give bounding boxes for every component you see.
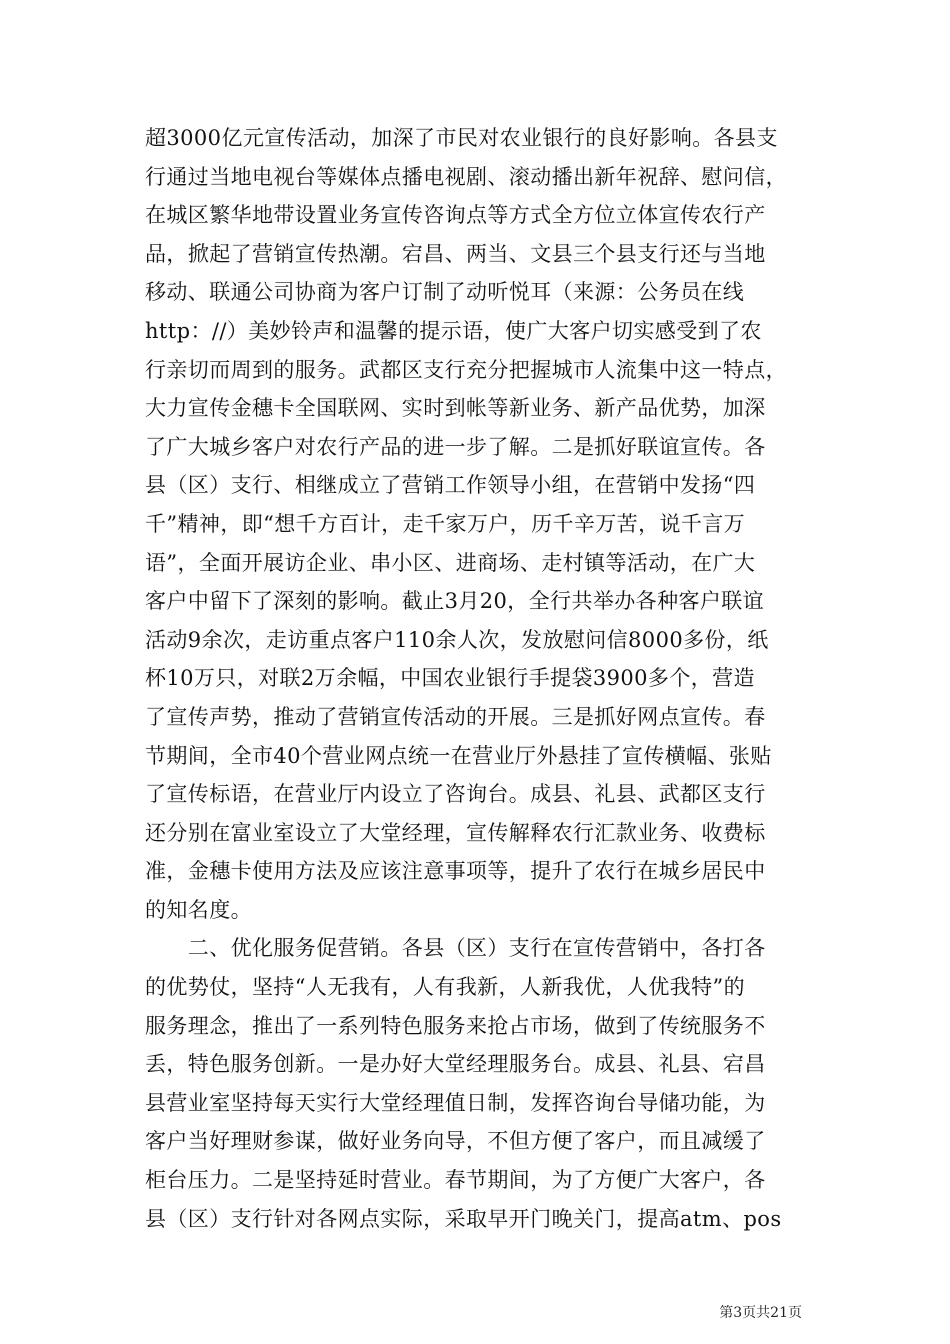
text-line: http：//）美妙铃声和温馨的提示语，使广大客户切实感受到了农: [145, 318, 762, 343]
text-line: 节期间，全市40个营业网点统一在营业厅外悬挂了宣传横幅、张贴: [145, 743, 772, 768]
text-line: 语”，全面开展访企业、串小区、进商场、走村镇等活动，在广大: [145, 550, 756, 575]
text-line: 杯10万只，对联2万余幅，中国农业银行手提袋3900多个，营造: [145, 666, 755, 691]
text-line: 的知名度。: [145, 897, 252, 922]
text-line: 行亲切而周到的服务。武都区支行充分把握城市人流集中这一特点，: [145, 357, 787, 382]
text-line: 柜台压力。二是坚持延时营业。春节期间，为了方便广大客户，各: [145, 1168, 766, 1193]
text-line: 品，掀起了营销宣传热潮。宕昌、两当、文县三个县支行还与当地: [145, 241, 766, 266]
text-line: 千”精神，即“想千方百计，走千家万户，历千辛万苦，说千言万: [145, 511, 746, 536]
text-line: 活动9余次，走访重点客户110余人次，发放慰问信8000多份，纸: [145, 627, 769, 652]
text-line: 了宣传声势，推动了营销宣传活动的开展。三是抓好网点宣传。春: [145, 704, 766, 729]
text-line: 二、优化服务促营销。各县（区）支行在宣传营销中，各打各: [145, 936, 766, 961]
text-line: 县（区）支行针对各网点实际，采取早开门晚关门，提高atm、pos: [145, 1206, 782, 1231]
text-line: 县（区）支行、相继成立了营销工作领导小组，在营销中发扬“四: [145, 473, 756, 498]
text-line: 客户中留下了深刻的影响。截止3月20，全行共举办各种客户联谊: [145, 589, 765, 614]
text-line: 在城区繁华地带设置业务宣传咨询点等方式全方位立体宣传农行产: [145, 203, 766, 228]
text-line: 大力宣传金穗卡全国联网、实时到帐等新业务、新产品优势，加深: [145, 396, 766, 421]
text-line: 客户当好理财参谋，做好业务向导，不但方便了客户，而且减缓了: [145, 1129, 766, 1154]
page-number: 第3页共21页: [719, 1305, 802, 1321]
text-line: 了广大城乡客户对农行产品的进一步了解。二是抓好联谊宣传。各: [145, 434, 766, 459]
text-line: 超3000亿元宣传活动，加深了市民对农业银行的良好影响。各县支: [145, 126, 778, 150]
text-line: 丢，特色服务创新。一是办好大堂经理服务台。成县、礼县、宕昌: [145, 1052, 766, 1077]
text-line: 的优势仗，坚持“人无我有，人有我新，人新我优，人优我特”的: [145, 975, 746, 1000]
text-line: 行通过当地电视台等媒体点播电视剧、滚动播出新年祝辞、慰问信，: [145, 164, 787, 189]
document-body: [145, 119, 815, 1238]
text-line: 了宣传标语，在营业厅内设立了咨询台。成县、礼县、武都区支行: [145, 782, 766, 807]
text-line: 移动、联通公司协商为客户订制了动听悦耳（来源：公务员在线: [145, 280, 745, 305]
text-line: 县营业室坚持每天实行大堂经理值日制，发挥咨询台导储功能，为: [145, 1090, 766, 1115]
text-line: 服务理念，推出了一系列特色服务来抢占市场，做到了传统服务不: [145, 1013, 766, 1038]
text-line: 准，金穗卡使用方法及应该注意事项等，提升了农行在城乡居民中: [145, 859, 766, 884]
text-line: 还分别在富业室设立了大堂经理，宣传解释农行汇款业务、收费标: [145, 820, 766, 845]
